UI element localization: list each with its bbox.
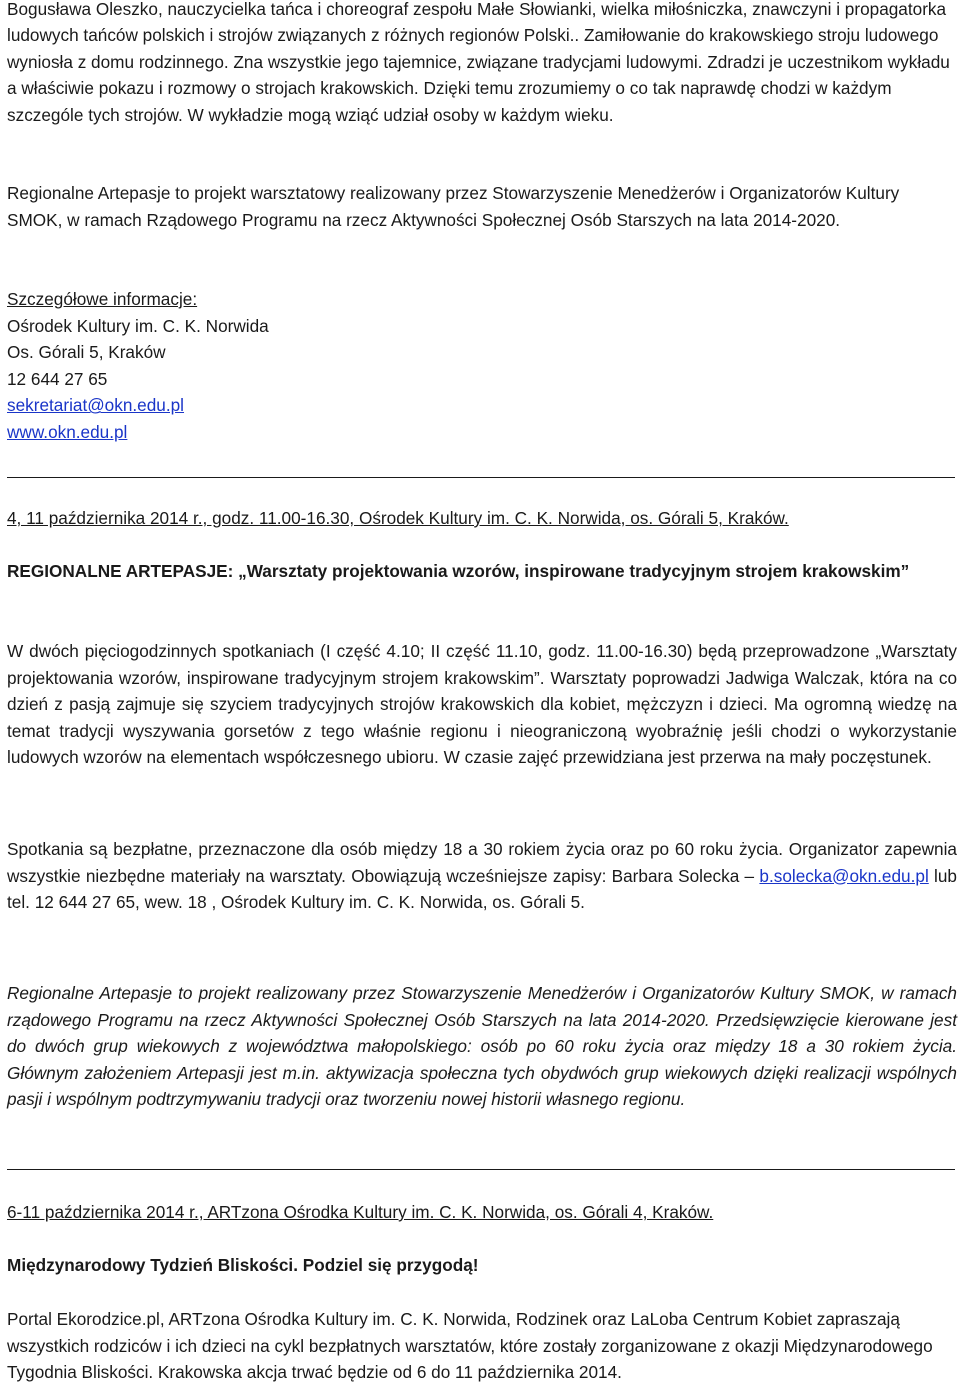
event-workshops-dateline: 4, 11 października 2014 r., godz. 11.00-16.30, Ośrodek Kultury im. C. K. Norwida, os. Górali 5, Kraków. xyxy=(7,508,789,528)
event-closeness-dateline: 6-11 października 2014 r., ARTzona Ośrodka Kultury im. C. K. Norwida, os. Górali 4, Kraków. xyxy=(7,1202,714,1222)
project-note-block xyxy=(7,980,957,1113)
contact-email-link[interactable]: sekretariat@okn.edu.pl xyxy=(7,395,185,416)
contact-venue: Ośrodek Kultury im. C. K. Norwida xyxy=(7,315,269,336)
event-closeness-section xyxy=(7,1199,957,1226)
contact-heading: Szczegółowe informacje: xyxy=(7,289,198,309)
event-workshops-description: W dwóch pięciogodzinnych spotkaniach (I część 4.10; II część 11.10, godz. 11.00-16.30) będą przeprowadzone „Warsztaty projektowania wzorów, inspirowane tradycyjnym strojem krakowskim”. Warsztaty poprowadzi Jadwiga Walczak, która na co dzień z pasją zajmuje się szyciem tradycyjnych strojów krakowskich dla kobiet, mężczyzn i dzieci. Ma ogromną wiedzę na temat tradycji wyszywania gorsetów z tego właśnie regionu i nieograniczoną wyobraźnię jeśli chodzi o wykorzystanie ludowych wzorów na elementach współczesnego ubioru. W czasie zajęć przewidziana jest przerwa na mały poczęstunek. xyxy=(7,641,957,768)
project-section xyxy=(7,180,957,233)
project-note: Regionalne Artepasje to projekt realizowany przez Stowarzyszenie Menedżerów i Organizatorów Kultury SMOK, w ramach rządowego Programu na rzecz Aktywności Społecznej Osób Starszych na lata 2014-2020. Przedsięwzięcie kierowane jest do dwóch grup wiekowych z województwa małopolskiego: osób po 60 roku życia oraz między 18 a 30 rokiem życia. Głównym założeniem Artepasji jest m.in. aktywizacja społeczna tych obydwóch grup wiekowych dzięki realizacji wspólnych pasji i wspólnym podtrzymywaniu tradycji oraz tworzeniu nowej historii własnego regionu. xyxy=(7,983,957,1110)
event-workshops-section xyxy=(7,505,957,532)
section-divider xyxy=(7,477,955,478)
event-workshops-title-block xyxy=(7,558,957,585)
event-closeness-title-block xyxy=(7,1252,957,1279)
section-divider xyxy=(7,1169,955,1170)
event-workshops-title: REGIONALNE ARTEPASJE: „Warsztaty projektowania wzorów, inspirowane tradycyjnym strojem krakowskim” xyxy=(7,561,910,581)
event-closeness-title: Międzynarodowy Tydzień Bliskości. Podziel się przygodą! xyxy=(7,1255,479,1275)
info-text-before: Spotkania są bezpłatne, przeznaczone dla osób między 18 a 30 rokiem życia oraz po 60 roku życia. Organizator zapewnia wszystkie niezbędne materiały na warsztaty. Obowiązują wcześniejsze zapisy: Barbara Solecka – xyxy=(7,839,957,886)
intro-paragraph: Bogusława Oleszko, nauczycielka tańca i choreograf zespołu Małe Słowianki, wielka miłośniczka, znawczyni i propagatorka ludowych tańców polskich i strojów związanych z różnych regionów Polski.. Zamiłowanie do krakowskiego stroju ludowego wyniosła z domu rodzinnego. Zna wszystkie jego tajemnice, związane tradycjami ludowymi. Zdradzi je uczestnikom wykładu a właściwie pokazu i rozmowy o strojach krakowskich. Dzięki temu zrozumiemy o co tak naprawdę chodzi w każdym szczególe tych strojów. W wykładzie mogą wziąć udział osoby w każdym wieku. xyxy=(7,0,950,125)
registration-email-link[interactable]: b.solecka@okn.edu.pl xyxy=(759,865,929,886)
event-workshops-info xyxy=(7,836,957,916)
intro-section xyxy=(7,0,957,128)
event-workshops-info-block xyxy=(7,836,957,916)
event-workshops-description-block xyxy=(7,638,957,771)
info-text-after: lub tel. 12 644 27 65, wew. 18 , Ośrodek Kultury im. C. K. Norwida, os. Górali 5. xyxy=(7,865,957,913)
project-paragraph: Regionalne Artepasje to projekt warsztatowy realizowany przez Stowarzyszenie Menedżerów i Organizatorów Kultury SMOK, w ramach Rządowego Programu na rzecz Aktywności Społecznej Osób Starszych na lata 2014-2020. xyxy=(7,183,900,230)
contact-phone: 12 644 27 65 xyxy=(7,368,108,389)
contact-address: Os. Górali 5, Kraków xyxy=(7,342,166,363)
event-closeness-description-block xyxy=(7,1306,957,1386)
contact-section xyxy=(7,286,957,446)
event-closeness-description: Portal Ekorodzice.pl, ARTzona Ośrodka Kultury im. C. K. Norwida, Rodzinek oraz LaLoba Centrum Kobiet zapraszają wszystkich rodziców i ich dzieci na cykl bezpłatnych warsztatów, które zostały zorganizowane z okazji Międzynarodowego Tygodnia Bliskości. Krakowska akcja trwać będzie od 6 do 11 października 2014. xyxy=(7,1309,933,1383)
contact-website-link[interactable]: www.okn.edu.pl xyxy=(7,421,128,442)
